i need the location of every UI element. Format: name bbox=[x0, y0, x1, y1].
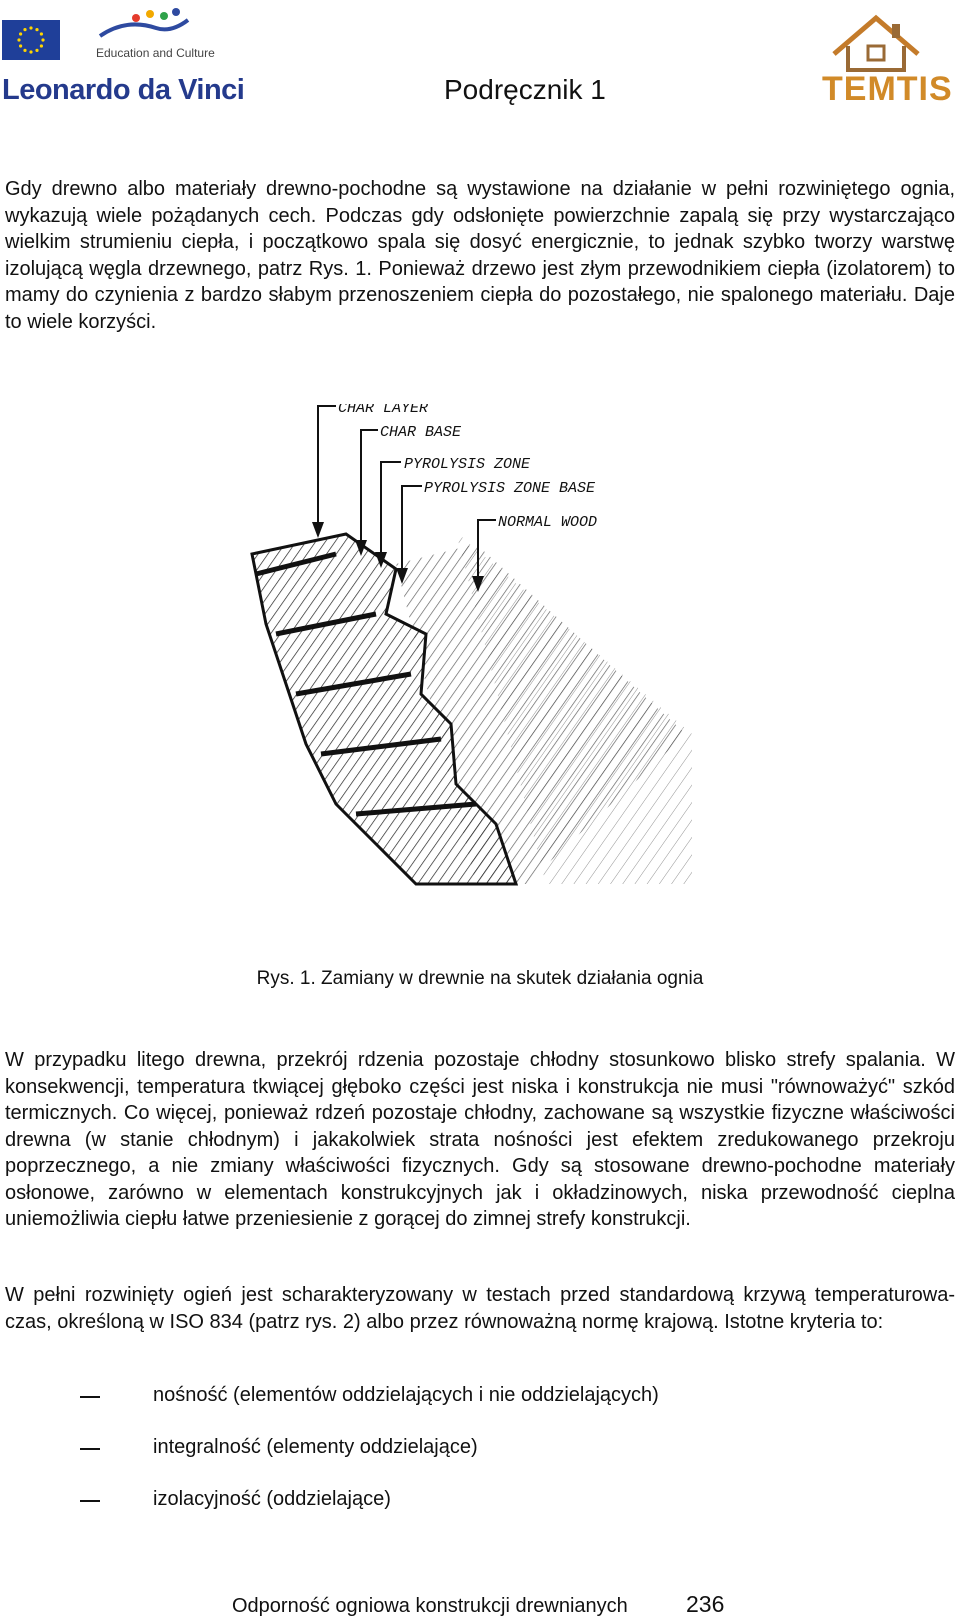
header-title: Podręcznik 1 bbox=[444, 74, 606, 105]
label-char-base: CHAR BASE bbox=[380, 424, 462, 441]
char-layer-figure bbox=[226, 404, 730, 938]
temtis-logo-text: TEMTIS bbox=[822, 70, 953, 108]
page-number: 236 bbox=[686, 1591, 725, 1617]
figure-caption: Rys. 1. Zamiany w drewnie na skutek działania ognia bbox=[256, 968, 704, 989]
paragraph-fire-criteria: W pełni rozwinięty ogień jest scharakteryzowany w testach przed standardową krzywą temperaturowa-czas, określoną w ISO 834 (patrz rys. 2) albo przez równoważną normę krajową. Istotne kryteria to: bbox=[5, 1284, 955, 1333]
criteria-item-insulation: izolacyjność (oddzielające) bbox=[153, 1488, 391, 1510]
list-bullet-dash bbox=[80, 1500, 100, 1502]
criteria-item-load-bearing: nośność (elementów oddzielających i nie oddzielających) bbox=[153, 1384, 659, 1406]
eu-flag-logo bbox=[2, 20, 60, 60]
paragraph-intro: Gdy drewno albo materiały drewno-pochodne są wystawione na działanie w pełni rozwiniętego ognia, wykazują wiele pożądanych cech. Podczas gdy odsłonięte powierzchnie zapalą się przy wystarczająco wielkim strumieniu ciepła, i początkowo spala się dosyć energicznie, to jednak szybko tworzy warstwę izolującą węgla drzewnego, patrz Rys. 1. Ponieważ drzewo jest złym przewodnikiem ciepła (izolatorem) to mamy do czynienia z bardzo słabym przenoszeniem ciepła do pozostałego, nie spalonego materiału. Daje to wiele korzyści. bbox=[5, 178, 955, 333]
paragraph-solid-wood: W przypadku litego drewna, przekrój rdzenia pozostaje chłodny stosunkowo blisko strefy spalania. W konsekwencji, temperatura tkwiącej głęboko części jest niska i konstrukcja nie musi "równoważyć" szkód termicznych. Co więcej, ponieważ rdzeń pozostaje chłodny, zachowane są wszystkie fizyczne właściwości drewna (w stanie chłodnym) i jakakolwiek strata nośności jest efektem zredukowanego przekroju poprzecznego, a nie zmiany właściwości fizycznych. Gdy są stosowane drewno-pochodne materiały osłonowe, zarówno w elementach konstrukcyjnych jak i okładzinowych, niska przewodność cieplna uniemożliwia ciepłu łatwe przeniesienie z gorącej do zimnej strefy konstrukcji. bbox=[5, 1049, 955, 1230]
label-char-layer: CHAR LAYER bbox=[338, 404, 429, 417]
education-culture-text: Education and Culture bbox=[96, 46, 215, 60]
label-pyrolysis-zone: PYROLYSIS ZONE bbox=[404, 456, 531, 473]
leonardo-da-vinci-logo: Leonardo da Vinci bbox=[2, 74, 245, 106]
list-bullet-dash bbox=[80, 1396, 100, 1398]
label-pyrolysis-zone-base: PYROLYSIS ZONE BASE bbox=[424, 480, 596, 497]
label-normal-wood: NORMAL WOOD bbox=[498, 514, 598, 531]
criteria-item-integrity: integralność (elementy oddzielające) bbox=[153, 1436, 478, 1458]
char-layer-diagram bbox=[226, 404, 730, 938]
footer-title: Odporność ogniowa konstrukcji drewnianych bbox=[232, 1595, 628, 1617]
list-bullet-dash bbox=[80, 1448, 100, 1450]
education-culture-swoosh-icon bbox=[96, 6, 196, 50]
